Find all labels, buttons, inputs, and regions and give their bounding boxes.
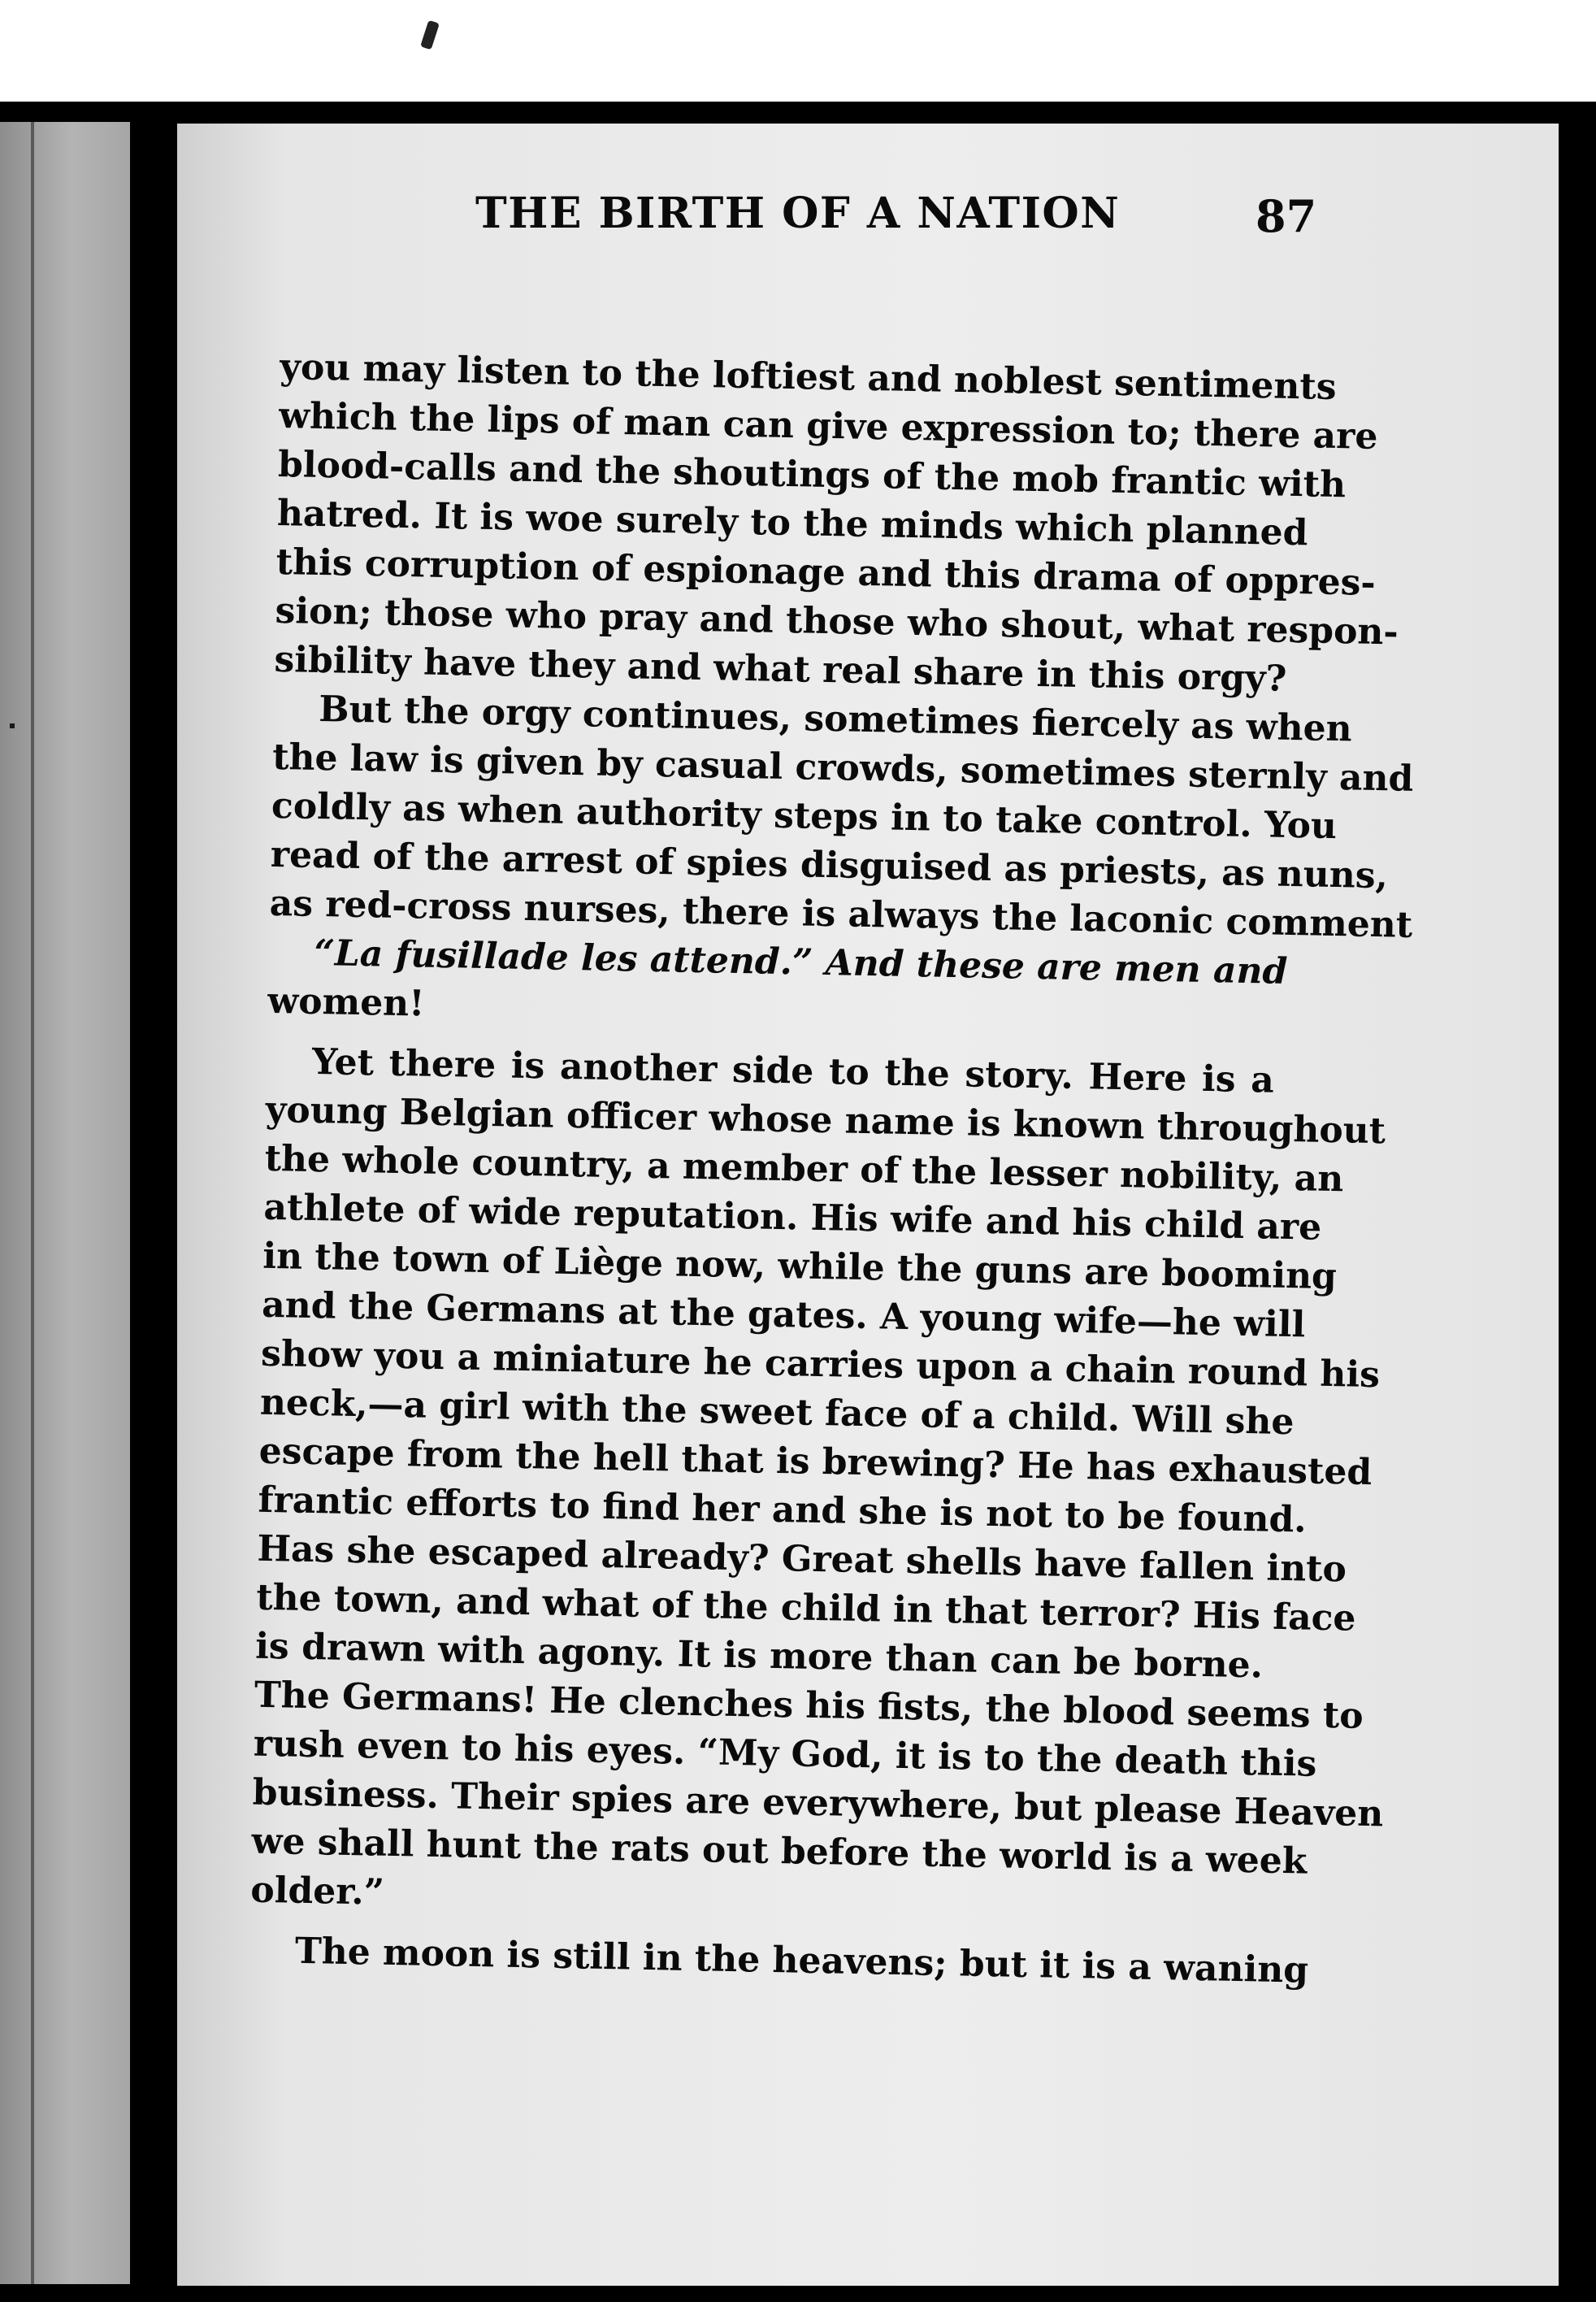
text-line: you may listen to the loftiest and noblest sentiments xyxy=(279,345,1337,408)
text-line: rush even to his eyes. “My God, it is to the death this xyxy=(253,1722,1317,1785)
text-line: this corruption of espionage and this drama of oppres- xyxy=(275,541,1377,604)
running-head xyxy=(301,189,1357,254)
text-line: the law is given by casual crowds, sometimes sternly and xyxy=(271,736,1414,800)
text-line: the whole country, a member of the lesser nobility, an xyxy=(264,1137,1344,1201)
text-line: and the Germans at the gates. A young wife—he will xyxy=(261,1283,1306,1346)
facing-page-edge xyxy=(0,122,130,2284)
text-line: is drawn with agony. It is more than can be borne. xyxy=(254,1625,1264,1687)
text-line: the town, and what of the child in that terror? His face xyxy=(255,1576,1356,1640)
page-number: 87 xyxy=(1256,190,1317,242)
text-line: coldly as when authority steps in to take control. You xyxy=(271,784,1338,848)
text-line: But the orgy continues, sometimes fiercely as when xyxy=(318,688,1353,750)
text-line: escape from the hell that is brewing? He has exhausted xyxy=(258,1430,1373,1494)
text-line: women! xyxy=(267,979,426,1025)
text-line: sibility have they and what real share in this orgy? xyxy=(274,638,1287,700)
text-line: young Belgian officer whose name is known throughout xyxy=(265,1088,1386,1153)
film-speck xyxy=(10,723,15,728)
film-speck xyxy=(420,20,440,50)
body-text xyxy=(249,343,1414,1994)
text-line: sion; those who pray and those who shout, what respon- xyxy=(275,589,1399,654)
text-line: read of the arrest of spies disguised as priests, as nuns, xyxy=(270,833,1389,897)
text-line: we shall hunt the rats out before the world is a week xyxy=(251,1820,1308,1883)
text-line: athlete of wide reputation. His wife and his child are xyxy=(263,1186,1322,1249)
text-line: The moon is still in the heavens; but it is a waning xyxy=(294,1930,1309,1991)
text-line: “La fusillade les attend.” And these are men and xyxy=(314,932,1288,992)
text-line: The Germans! He clenches his fists, the blood seems to xyxy=(254,1674,1364,1737)
text-line: business. Their spies are everywhere, but please Heaven xyxy=(252,1771,1384,1835)
text-line: which the lips of man can give expression to; there are xyxy=(278,394,1378,458)
text-line: blood-calls and the shoutings of the mob frantic with xyxy=(277,443,1347,506)
text-line: as red-cross nurses, there is always the laconic comment xyxy=(269,882,1413,946)
text-line: Yet there is another side to the story. Here is a xyxy=(311,1040,1275,1101)
text-line: frantic efforts to find her and she is not to be found. xyxy=(258,1479,1308,1541)
text-line: neck,—a girl with the sweet face of a child. Will she xyxy=(259,1381,1295,1444)
text-line: show you a miniature he carries upon a chain round his xyxy=(260,1332,1381,1396)
text-line: in the town of Liège now, while the guns are booming xyxy=(262,1235,1338,1298)
text-line: hatred. It is woe surely to the minds which planned xyxy=(276,492,1308,554)
text-line: Has she escaped already? Great shells have fallen into xyxy=(257,1527,1347,1591)
running-head-title: THE BIRTH OF A NATION xyxy=(475,189,1121,238)
book-gutter xyxy=(143,102,177,2302)
text-line: older.” xyxy=(249,1869,385,1913)
